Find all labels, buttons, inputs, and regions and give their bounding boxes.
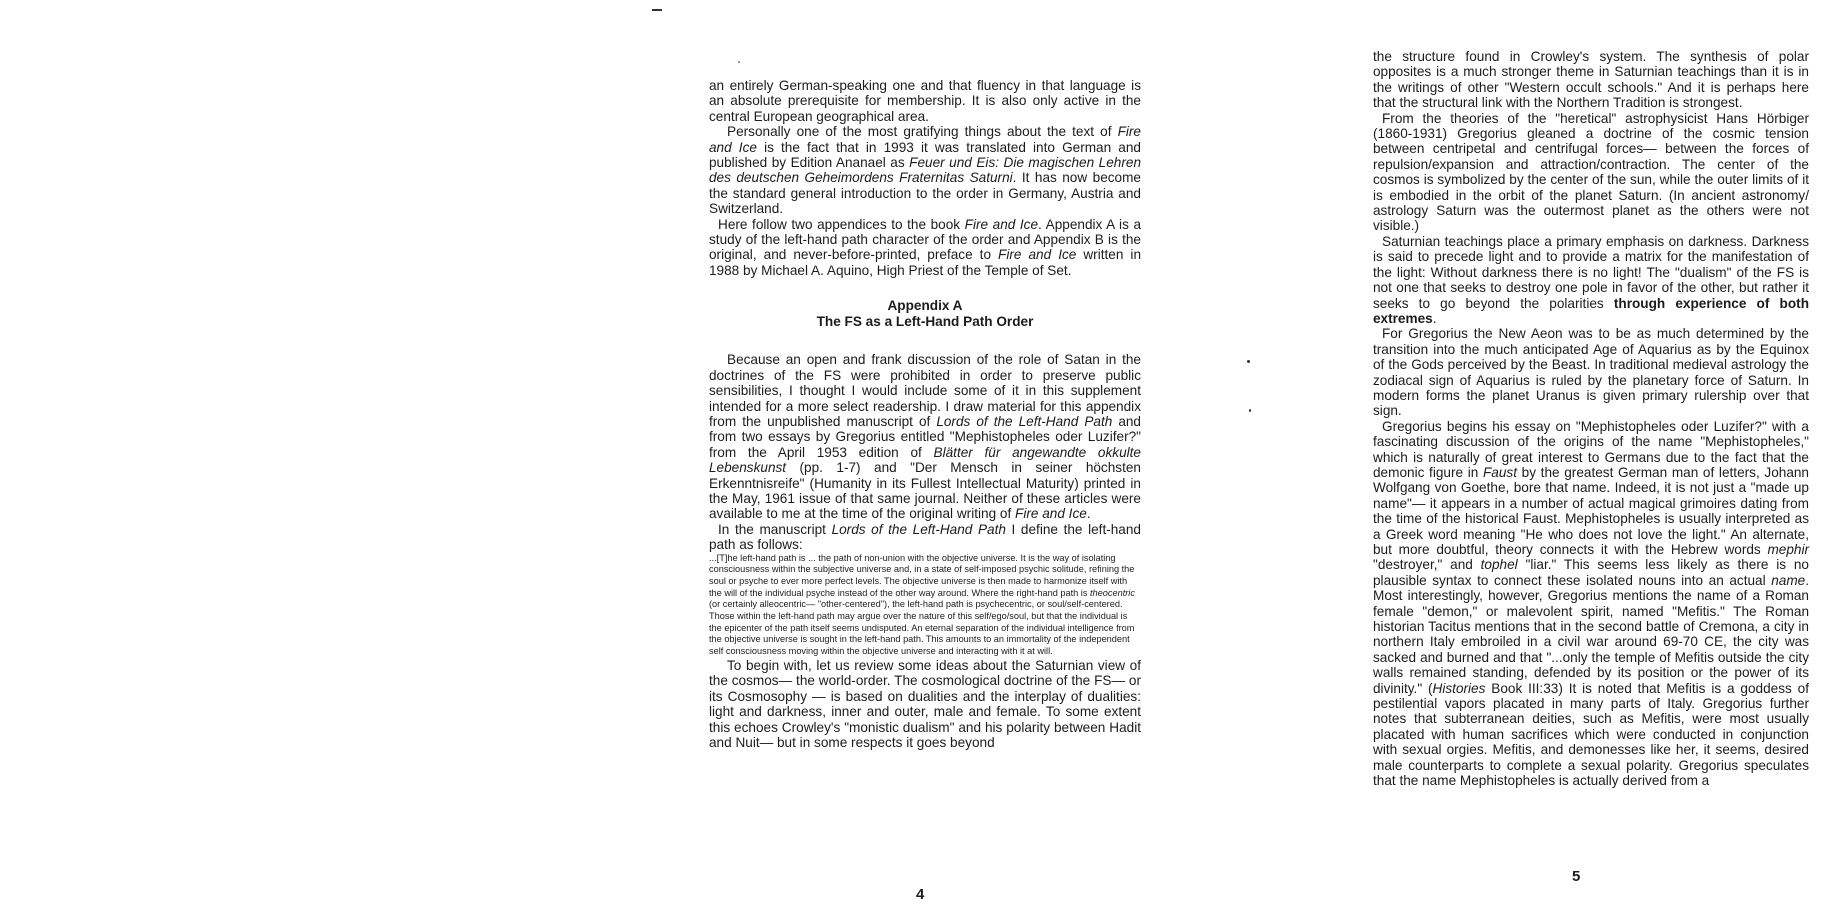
paragraph: From the theories of the "heretical" astrophysicist Hans Hörbiger (1860-1931) Gregorius gleaned a doctrine of the cosmic tension between centripetal and centrifugal forces— between the forces of repulsion/expansion and attraction/contraction. The center of the cosmos is symbolized by the center of the sun, while the outer limits of it is embodied in the orbit of the planet Saturn. (In ancient astronomy/ astrology Saturn was the outermost planet as the others were not visible.): [1373, 110, 1809, 234]
paragraph: Saturnian teachings place a primary emphasis on darkness. Darkness is said to precede light and to provide a matrix for the manifestation of the light: Without darkness there is no light! The "dualism" of the FS is not one that seeks to destroy one pole in favor of the other, but rather it seeks to go beyond the polarities through experience of both extremes.: [1373, 233, 1809, 326]
appendix-heading: [709, 298, 1141, 330]
paragraph: Because an open and frank discussion of the role of Satan in the doctrines of the FS were prohibited in order to preserve public sensibilities, I thought I would include some of it in this supplement intended for a more select readership. I draw material for this appendix from the unpublished manuscript of Lords of the Left-Hand Path and from two essays by Gregorius entitled "Mephistopheles oder Luzifer?" from the April 1953 edition of Blätter für angewandte okkulte Lebenskunst (pp. 1-7) and "Der Mensch in seiner höchsten Erkenntnisreife" (Humanity in its Fullest Intellectual Maturity) printed in the May, 1961 issue of that same journal. Neither of these articles were available to me at the time of the original writing of Fire and Ice.: [709, 352, 1141, 522]
paragraph: an entirely German-speaking one and that fluency in that language is an absolute prerequisite for membership. It is also only active in the central European geographical area.: [709, 78, 1141, 124]
paragraph: For Gregorius the New Aeon was to be as much determined by the transition into the much anticipated Age of Aquarius as by the Equinox of the Gods perceived by the Beast. In traditional medieval astrology the zodiacal sign of Aquarius is ruled by the planetary force of Saturn. In modern forms the planet Uranus is given primary rulership over that sign.: [1373, 326, 1809, 419]
right-page-text: [1373, 49, 1809, 789]
scan-artifact-dot: [1249, 409, 1251, 412]
paragraph: In the manuscript Lords of the Left-Hand Path I define the left-hand path as follows:: [709, 521, 1141, 553]
page-number: 4: [916, 886, 925, 903]
appendix-title: Appendix A: [887, 298, 963, 314]
paragraph: Gregorius begins his essay on "Mephistopheles oder Luzifer?" with a fascinating discussion of the origins of the name "Mephistopheles," which is naturally of great interest to Germans due to the fact that the demonic figure in Faust by the greatest German man of letters, Johann Wolfgang von Goethe, bore that name. Indeed, it is not just a "made up name"— it appears in a number of actual magical grimoires dating from the time of the historical Faust. Mephistopheles is usually interpreted as a Greek word meaning "He who does not love the light." An alternate, but more doubtful, theory connects it with the Hebrew words mephir "destroyer," and tophel "liar." This seems less likely as there is no plausible syntax to connect these isolated nouns into an actual name. Most interestingly, however, Gregorius mentions the name of a Roman female "demon," or malevolent spirit, named "Mefitis." The Roman historian Tacitus mentions that in the second battle of Cremona, a city in northern Italy embroiled in a civil war around 69-70 CE, the city was sacked and burned and that "...only the temple of Mefitis outside the city walls remained standing, defended by its position or the power of its divinity." (Histories Book III:33) It is noted that Mefitis is a goddess of pestilential vapors placated in many parts of Italy. Gregorius further notes that subterranean deities, such as Mefitis, were most usually placated with human sacrifices which were conducted in conjunction with sexual orgies. Mefitis, and demonesses like her, it seems, desired male counterparts to complete a sexual polarity. Gregorius speculates that the name Mephistopheles is actually derived from a: [1373, 418, 1809, 789]
paragraph: the structure found in Crowley's system. The synthesis of polar opposites is a much stronger theme in Saturnian teachings than it is in the writings of other "Western occult schools." And it is perhaps here that the structural link with the Northern Tradition is strongest.: [1373, 49, 1809, 111]
scan-artifact-dot: [1247, 360, 1250, 363]
scan-artifact-dash: [652, 9, 662, 11]
paragraph: Here follow two appendices to the book Fire and Ice. Appendix A is a study of the left-hand path character of the order and Appendix B is the original, and never-before-printed, preface to Fire and Ice written in 1988 by Michael A. Aquino, High Priest of the Temple of Set.: [709, 216, 1142, 278]
left-page-text: [709, 78, 1141, 750]
paragraph: Personally one of the most gratifying things about the text of Fire and Ice is the fact that in 1993 it was translated into German and published by Edition Ananael as Feuer und Eis: Die magischen Lehren des deutschen Geheimordens Fraternitas Saturni. It has now become the standard general introduction to the order in Germany, Austria and Switzerland.: [709, 124, 1142, 217]
page-number: 5: [1572, 868, 1581, 885]
paragraph: To begin with, let us review some ideas about the Saturnian view of the cosmos— the world-order. The cosmological doctrine of the FS— or its Cosmosophy — is based on dualities and the interplay of dualities: light and darkness, inner and outer, male and female. To some extent this echoes Crowley's "monistic dualism" and his polarity between Hadit and Nuit— but in some respects it goes beyond: [709, 657, 1141, 750]
block-quote: ...[T]he left-hand path is ... the path of non-union with the objective universe. It is the way of isolating consciousness within the subjective universe and, in a state of self-imposed psychic solitude, refining the soul or psyche to ever more perfect levels. The objective universe is then made to harmonize itself with the will of the individual psyche instead of the other way around. Where the right-hand path is theocentric (or certainly alleocentric— "other-centered"), the left-hand path is psychecentric, or soul/self-centered. Those within the left-hand path may argue over the nature of this self/ego/soul, but that the individual is the epicenter of the path itself seems undisputed. An eternal separation of the individual intelligence from the objective universe is sought in the left-hand path. This amounts to an immortality of the independent self consciousness moving within the objective universe and interacting with it at will.: [709, 552, 1135, 657]
scan-artifact-dot: [738, 61, 740, 63]
appendix-subtitle: The FS as a Left-Hand Path Order: [816, 314, 1034, 330]
